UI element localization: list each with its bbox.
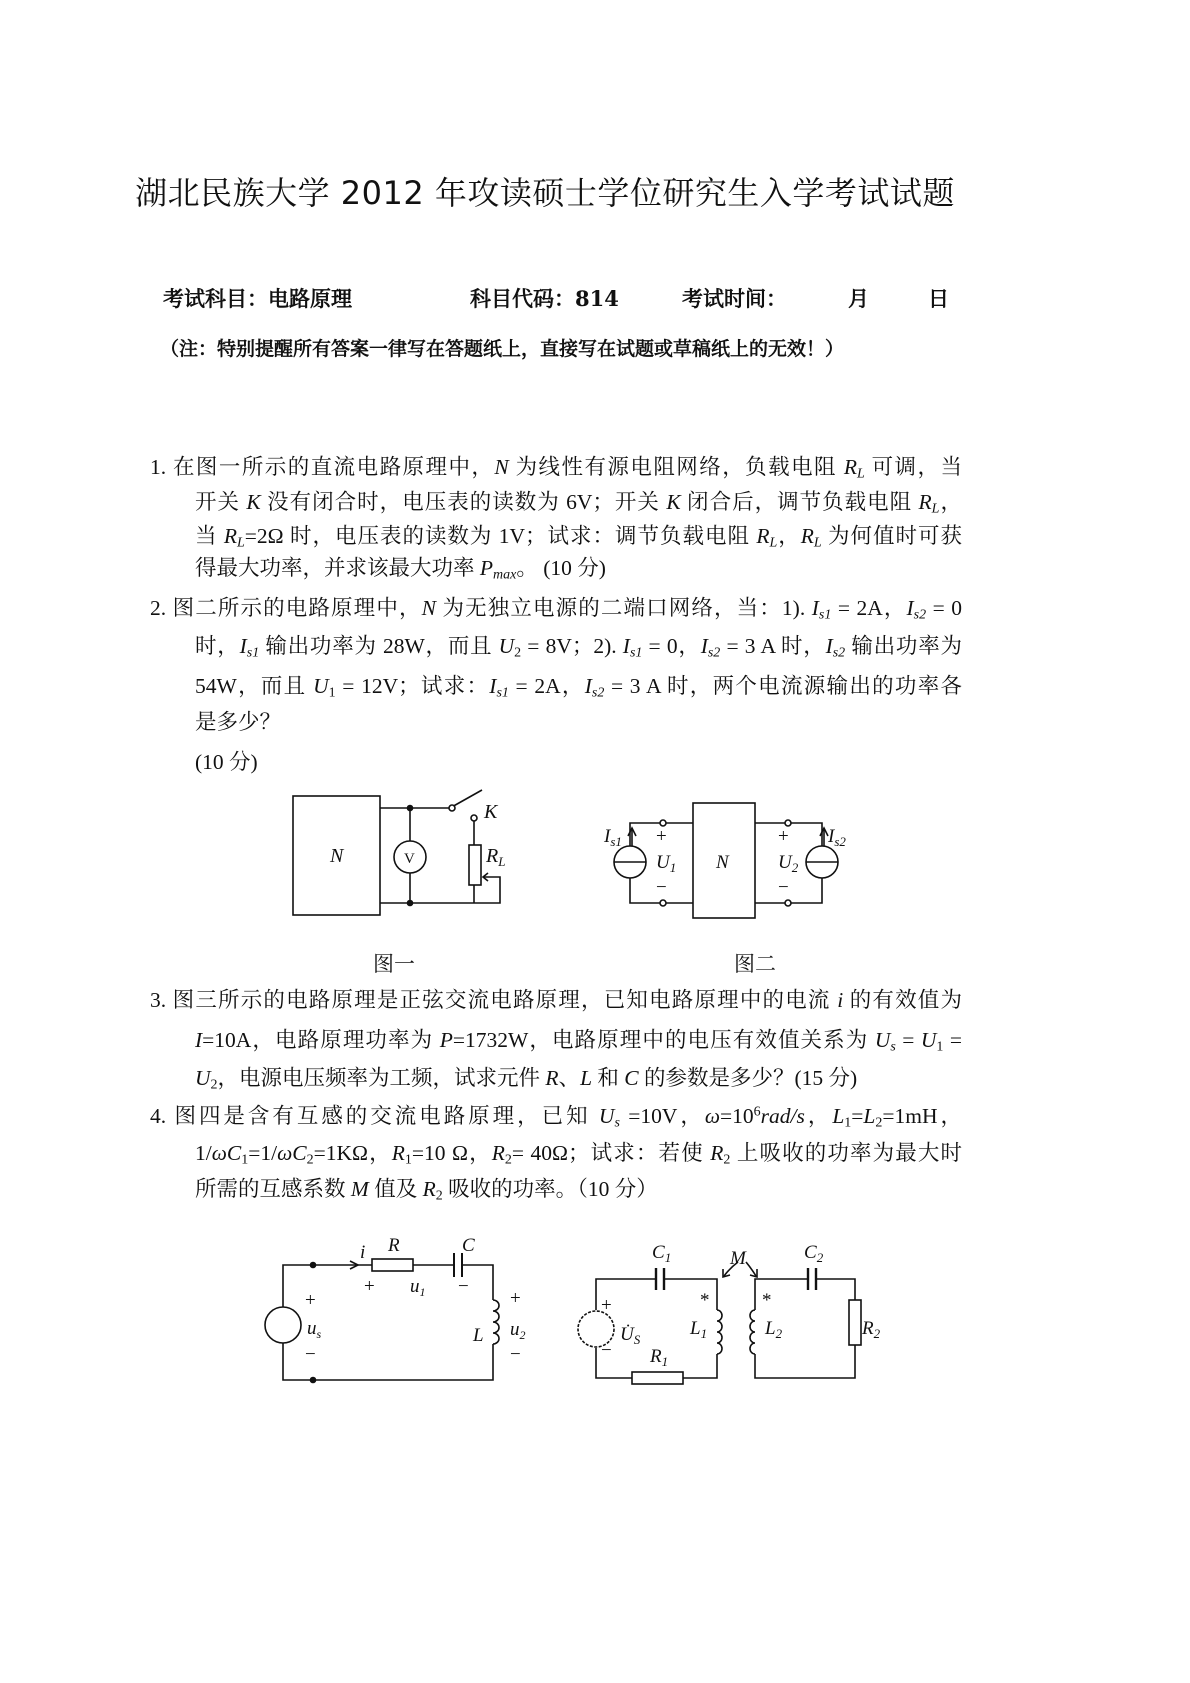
svg-text:R1: $R_1$ — [650, 1346, 669, 1369]
text-segment: = 3 A 时， — [720, 634, 826, 658]
text-segment: 的参数是多少？(15 分) — [638, 1066, 858, 1090]
text-segment: 吸收的功率。（10 分） — [442, 1177, 658, 1201]
text-segment: 4. 图四是含有互感的交流电路原理，已知 — [150, 1104, 599, 1128]
text-segment: 可调，当 — [864, 455, 962, 479]
text-segment: ， — [777, 524, 801, 548]
text-segment: 是多少？ — [195, 710, 282, 734]
math-symbol: rad/s — [760, 1104, 805, 1128]
svg-text:u1: $u_1$ — [410, 1276, 426, 1299]
text-segment: ， — [804, 1104, 833, 1128]
svg-text:C: C — [462, 1235, 475, 1256]
text-segment: 开关 — [195, 490, 247, 514]
math-symbol: i — [837, 988, 844, 1012]
math-symbol: I — [906, 596, 914, 620]
svg-text:C1: $C_1$ — [652, 1242, 672, 1265]
text-segment: =1KΩ， — [313, 1141, 392, 1165]
text-segment: 2. 图二所示的电路原理中， — [150, 596, 422, 620]
math-subscript: 2 — [306, 1152, 314, 1168]
math-subscript: 1 — [844, 1115, 852, 1131]
figure-2-caption: 图二 — [734, 952, 776, 976]
switch-blade — [450, 790, 482, 808]
network-label: N — [330, 845, 344, 867]
text-segment: =10 Ω， — [411, 1141, 492, 1165]
math-subscript: s — [614, 1115, 620, 1131]
math-symbol: I — [489, 674, 497, 698]
math-symbol: U — [498, 634, 515, 658]
text-segment: = 0， — [642, 634, 701, 658]
math-symbol: R — [800, 524, 814, 548]
text-segment: 输出功率为 28W，而且 — [259, 634, 499, 658]
text-segment: 、 — [558, 1066, 581, 1090]
math-subscript: 2 — [210, 1077, 218, 1093]
svg-text:+: + — [364, 1276, 375, 1297]
figure-4 — [578, 1242, 881, 1384]
math-subscript: 2 — [514, 645, 522, 661]
text-segment: 3. 图三所示的电路原理是正弦交流电路原理，已知电路原理中的电流 — [150, 988, 838, 1012]
math-symbol: R — [843, 455, 857, 479]
text-segment: = 2A， — [508, 674, 585, 698]
math-symbol: C — [624, 1066, 639, 1090]
text-segment: 。 (10 分) — [516, 556, 606, 580]
text-segment: = 0 — [926, 596, 962, 620]
svg-text:−: − — [305, 1344, 316, 1365]
svg-text:−: − — [778, 877, 789, 898]
text-segment: 没有闭合时，电压表的读数为 6V；开关 — [260, 490, 667, 514]
text-segment: 为线性有源电阻网络，负载电阻 — [508, 455, 844, 479]
text-segment: 的有效值为 — [843, 988, 962, 1012]
text-segment: = — [943, 1028, 962, 1052]
math-symbol: R — [422, 1177, 436, 1201]
text-segment: = — [851, 1104, 864, 1128]
math-subscript: 1 — [241, 1152, 249, 1168]
math-symbol: L — [832, 1104, 845, 1128]
text-segment: (10 分) — [195, 750, 258, 774]
math-superscript: 6 — [753, 1104, 761, 1120]
text-segment: 值及 — [368, 1177, 423, 1201]
math-subscript: L — [237, 535, 245, 551]
math-symbol: U — [598, 1104, 615, 1128]
math-symbol: ωC — [277, 1141, 307, 1165]
math-subscript: 2 — [875, 1115, 883, 1131]
text-segment: = 2A， — [831, 596, 907, 620]
math-symbol: K — [666, 490, 681, 514]
svg-text:+: + — [656, 826, 667, 847]
voltage-source-us — [265, 1307, 301, 1343]
math-subscript: 2 — [723, 1152, 731, 1168]
math-subscript: max — [493, 567, 517, 583]
svg-text:L: L — [473, 1325, 484, 1346]
math-subscript: s2 — [591, 685, 605, 701]
svg-text:L1: $L_1$ — [690, 1318, 708, 1341]
math-symbol: I — [811, 596, 819, 620]
text-segment: = — [895, 1028, 921, 1052]
text-segment: 输出功率为 — [845, 634, 962, 658]
math-subscript: L — [856, 466, 865, 482]
text-segment: 和 — [592, 1066, 625, 1090]
text-segment: =10V， — [619, 1104, 705, 1128]
math-subscript: s1 — [629, 645, 643, 661]
svg-text:+: + — [305, 1290, 316, 1311]
figure-1-caption: 图一 — [373, 952, 415, 976]
math-symbol: K — [246, 490, 261, 514]
math-symbol: P — [479, 556, 494, 580]
u1-label: $U_1$ — [656, 852, 677, 875]
math-symbol: L — [863, 1104, 876, 1128]
svg-text:−: − — [458, 1276, 469, 1297]
math-symbol: I — [584, 674, 592, 698]
text-segment: =10 — [720, 1104, 754, 1128]
text-segment: 当 — [195, 524, 224, 548]
math-symbol: ωC — [211, 1141, 242, 1165]
text-segment: 得最大功率，并求该最大功率 — [195, 556, 480, 580]
text-segment: = 8V；2). — [521, 634, 623, 658]
math-subscript: s1 — [818, 607, 832, 623]
math-symbol: N — [421, 596, 436, 620]
math-symbol: I — [239, 634, 247, 658]
figure-3 — [265, 1235, 526, 1383]
text-segment: ， — [939, 490, 962, 514]
subject-code: 科目代码：814 — [470, 286, 619, 311]
svg-text:U̇S: $U̇_S$ — [620, 1324, 641, 1347]
math-subscript: 2 — [435, 1188, 443, 1204]
math-subscript: 2 — [504, 1152, 512, 1168]
exam-day: 日 — [928, 286, 949, 311]
math-symbol: U — [920, 1028, 937, 1052]
math-subscript: s2 — [913, 607, 927, 623]
exam-month: 月 — [848, 286, 869, 311]
math-symbol: U — [313, 674, 329, 698]
exam-subject: 考试科目：电路原理 — [163, 286, 352, 311]
u2-label: $U_2$ — [778, 852, 799, 875]
exam-note: （注：特别提醒所有答案一律写在答题纸上，直接写在试题或草稿纸上的无效！） — [160, 338, 845, 360]
svg-text:−: − — [601, 1340, 612, 1361]
text-segment: 1. 在图一所示的直流电路原理中， — [150, 455, 495, 479]
math-subscript: s — [890, 1039, 896, 1055]
svg-text:*: * — [762, 1290, 772, 1311]
text-segment: 54W，而且 — [195, 674, 314, 698]
inductor-l2 — [750, 1310, 755, 1354]
svg-text:M: M — [730, 1248, 746, 1269]
math-symbol: I — [195, 1028, 203, 1052]
svg-text:+: + — [778, 826, 789, 847]
math-symbol: R — [491, 1141, 505, 1165]
text-segment: 所需的互感系数 — [195, 1177, 351, 1201]
text-segment: =1732W，电路原理中的电压有效值关系为 — [452, 1028, 875, 1052]
math-subscript: s2 — [707, 645, 721, 661]
svg-text:i: i — [360, 1242, 366, 1263]
text-segment: 为无独立电源的二端口网络，当：1). — [435, 596, 812, 620]
text-segment: = 3 A 时，两个电流源输出的功率各 — [604, 674, 963, 698]
math-subscript: L — [769, 535, 778, 551]
svg-text:u2: $u_2$ — [510, 1319, 526, 1342]
load-label: $R_L$ — [486, 845, 506, 869]
math-symbol: R — [223, 524, 237, 548]
math-symbol: P — [439, 1028, 453, 1052]
svg-text:C2: $C_2$ — [804, 1242, 824, 1265]
svg-text:us: $u_s$ — [307, 1318, 322, 1341]
exam-title: 湖北民族大学 2012 年攻读硕士学位研究生入学考试试题 — [135, 174, 955, 212]
svg-text:*: * — [700, 1290, 710, 1311]
math-subscript: s2 — [832, 645, 846, 661]
inductor-l1 — [717, 1310, 722, 1354]
text-segment: =1mH， — [882, 1104, 962, 1128]
math-subscript: s1 — [496, 685, 509, 701]
math-subscript: L — [813, 535, 822, 551]
math-symbol: N — [494, 455, 509, 479]
is1-label: $I_{s1}$ — [604, 826, 622, 849]
voltmeter-label: V — [404, 851, 415, 867]
text-segment: =10A，电路原理功率为 — [202, 1028, 440, 1052]
math-symbol: U — [195, 1066, 211, 1090]
resistor-r2 — [849, 1300, 861, 1345]
figure-2 — [603, 803, 846, 918]
svg-text:R: R — [388, 1235, 400, 1256]
math-symbol: I — [622, 634, 630, 658]
math-symbol: M — [350, 1177, 369, 1201]
math-symbol: R — [391, 1141, 405, 1165]
text-segment: 上吸收的功率为最大时 — [730, 1141, 962, 1165]
math-subscript: 1 — [328, 685, 336, 701]
switch-label: K — [484, 801, 498, 823]
svg-text:+: + — [601, 1295, 612, 1316]
svg-text:+: + — [510, 1288, 521, 1309]
math-symbol: R — [756, 524, 770, 548]
svg-text:R2: $R_2$ — [862, 1318, 881, 1341]
is2-label: $I_{s2}$ — [828, 826, 846, 849]
math-symbol: I — [700, 634, 708, 658]
text-segment: ，电源电压频率为工频，试求元件 — [217, 1066, 546, 1090]
text-segment: 闭合后，调节负载电阻 — [680, 490, 919, 514]
text-segment: =2Ω 时，电压表的读数为 1V；试求：调节负载电阻 — [244, 524, 757, 548]
resistor-r1 — [632, 1372, 683, 1384]
text-segment: 1/ — [195, 1141, 212, 1165]
math-symbol: R — [710, 1141, 724, 1165]
figure-1 — [293, 790, 505, 915]
text-segment: 时， — [195, 634, 240, 658]
text-segment: 为何值时可获 — [821, 524, 962, 548]
math-subscript: 1 — [404, 1152, 412, 1168]
text-segment: =1/ — [248, 1141, 278, 1165]
load-resistor — [469, 845, 481, 885]
inductor-l — [493, 1300, 499, 1344]
math-symbol: R — [918, 490, 932, 514]
text-segment: = 40Ω；试求：若使 — [511, 1141, 711, 1165]
text-segment: = 12V；试求： — [335, 674, 490, 698]
math-symbol: I — [825, 634, 833, 658]
exam-time-label: 考试时间： — [682, 286, 787, 311]
svg-text:L2: $L_2$ — [765, 1318, 783, 1341]
svg-text:−: − — [656, 877, 667, 898]
math-subscript: s1 — [246, 645, 260, 661]
math-symbol: ω — [704, 1104, 721, 1128]
math-symbol: L — [580, 1066, 593, 1090]
svg-text:−: − — [510, 1344, 521, 1365]
two-port-label: N — [716, 852, 729, 873]
resistor-r — [372, 1259, 413, 1271]
math-subscript: L — [931, 501, 940, 517]
math-symbol: R — [545, 1066, 559, 1090]
math-symbol: U — [874, 1028, 891, 1052]
math-subscript: 1 — [936, 1039, 944, 1055]
